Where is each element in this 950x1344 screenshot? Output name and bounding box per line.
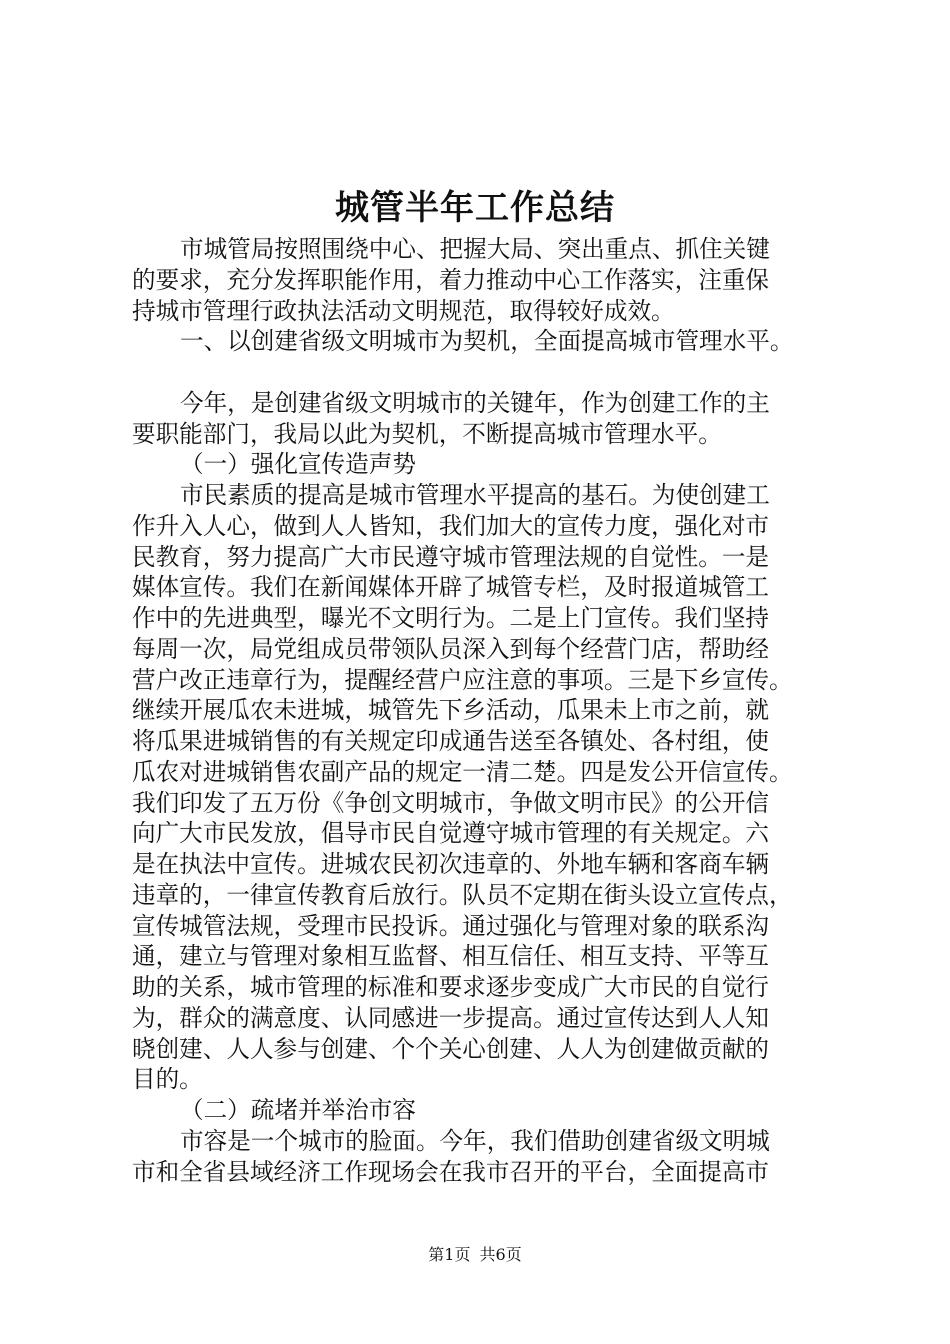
paragraph-line: 营户改正违章行为，提醒经营户应注意的事项。三是下乡宣传。 bbox=[132, 665, 793, 694]
subsection-heading: （二）疏堵并举治市容 bbox=[180, 1096, 416, 1124]
paragraph-line: 继续开展瓜农未进城，城管先下乡活动，瓜果未上市之前，就 bbox=[132, 696, 770, 725]
blank-line bbox=[132, 357, 832, 388]
paragraph-line: 作中的先进典型，曝光不文明行为。二是上门宣传。我们坚持 bbox=[132, 604, 770, 632]
paragraph-line: 是在执法中宣传。进城农民初次违章的、外地车辆和客商车辆 bbox=[132, 850, 770, 878]
section-heading: 一、以创建省级文明城市为契机，全面提高城市管理水平。 bbox=[180, 327, 794, 356]
paragraph-line: 要职能部门，我局以此为契机，不断提高城市管理水平。 bbox=[132, 419, 722, 448]
paragraph-line: 通，建立与管理对象相互监督、相互信任、相互支持、平等互 bbox=[132, 942, 770, 971]
paragraph-line: 助的关系，城市管理的标准和要求逐步变成广大市民的自觉行 bbox=[132, 973, 770, 1001]
paragraph-line: 晓创建、人人参与创建、个个关心创建、人人为创建做贡献的 bbox=[132, 1034, 770, 1063]
paragraph-line: 作升入人心，做到人人皆知，我们加大的宣传力度，强化对市 bbox=[132, 511, 770, 540]
paragraph-line: 我们印发了五万份《争创文明城市，争做文明市民》的公开信 bbox=[132, 788, 770, 817]
paragraph-line: 持城市管理行政执法活动文明规范，取得较好成效。 bbox=[132, 296, 675, 325]
paragraph-line: 向广大市民发放，倡导市民自觉遵守城市管理的有关规定。六 bbox=[132, 819, 770, 848]
document-body bbox=[132, 234, 832, 1187]
document-title: 城管半年工作总结 bbox=[335, 188, 615, 228]
page-total: 共6页 bbox=[479, 1245, 522, 1264]
paragraph-line: 目的。 bbox=[132, 1065, 203, 1094]
page-number: 第1页 bbox=[428, 1245, 471, 1264]
paragraph-line: 市容是一个城市的脸面。今年，我们借助创建省级文明城 bbox=[180, 1126, 770, 1155]
paragraph-line: 媒体宣传。我们在新闻媒体开辟了城管专栏，及时报道城管工 bbox=[132, 573, 770, 602]
paragraph-line: 违章的，一律宣传教育后放行。队员不定期在街头设立宣传点， bbox=[132, 880, 793, 909]
subsection-heading: （一）强化宣传造声势 bbox=[180, 450, 416, 479]
paragraph-line: 市城管局按照围绕中心、把握大局、突出重点、抓住关键 bbox=[180, 235, 770, 263]
paragraph-line: 今年，是创建省级文明城市的关键年，作为创建工作的主 bbox=[180, 388, 770, 417]
paragraph-line: 每周一次，局党组成员带领队员深入到每个经营门店，帮助经 bbox=[132, 634, 770, 663]
paragraph-line: 为，群众的满意度、认同感进一步提高。通过宣传达到人人知 bbox=[132, 1003, 770, 1032]
paragraph-line: 市民素质的提高是城市管理水平提高的基石。为使创建工 bbox=[180, 481, 770, 509]
paragraph-line: 宣传城管法规，受理市民投诉。通过强化与管理对象的联系沟 bbox=[132, 911, 770, 940]
paragraph-line: 市和全省县域经济工作现场会在我市召开的平台，全面提高市 bbox=[132, 1157, 770, 1186]
paragraph-line: 瓜农对进城销售农副产品的规定一清二楚。四是发公开信宣传。 bbox=[132, 757, 793, 786]
paragraph-line: 的要求，充分发挥职能作用，着力推动中心工作落实，注重保 bbox=[132, 265, 770, 294]
paragraph-line: 将瓜果进城销售的有关规定印成通告送至各镇处、各村组，使 bbox=[132, 727, 770, 755]
page-footer bbox=[0, 1244, 950, 1266]
paragraph-line: 民教育，努力提高广大市民遵守城市管理法规的自觉性。一是 bbox=[132, 542, 770, 571]
